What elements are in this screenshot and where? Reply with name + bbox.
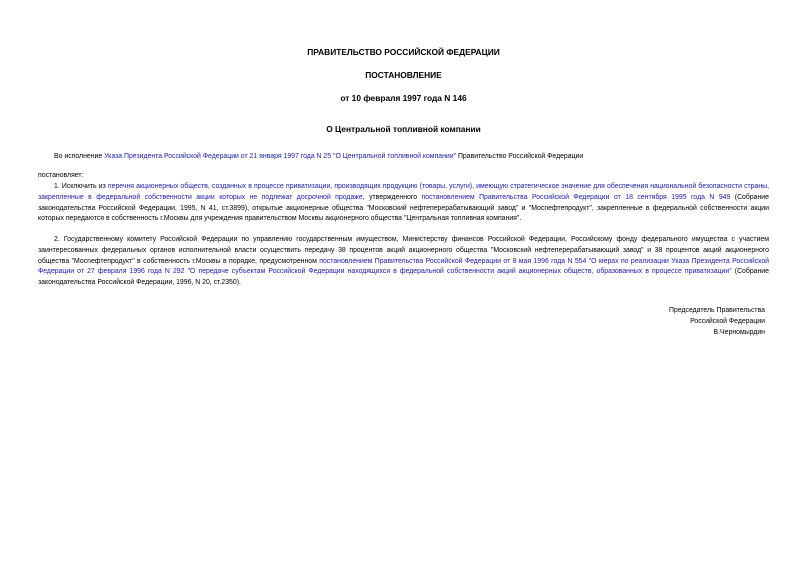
intro-suffix: Правительство Российской Федерации	[456, 153, 584, 160]
signature-organization: Российской Федерации	[690, 318, 765, 325]
paragraph-2-part-2: (Собрание законодательства Российской Федерации, 1996, N 20, ст.2350).	[38, 268, 769, 287]
strategic-companies-list-link[interactable]: перечня акционерных обществ, созданных в процессе приватизации, производящих продукцию (товары, услуги), имеющую стратегическое значение для обеспечения национальной безопасности страны, закрепленные в федеральной собственности акции которых не подлежат досрочной продаже	[38, 183, 770, 201]
signature-name: В.Черномырдин	[713, 329, 765, 336]
signature-position: Председатель Правительства	[669, 307, 765, 314]
presidential-decree-link[interactable]: Указа Президента Российской Федерации от 21 января 1997 года N 25 "О Центральной топливной компании"	[104, 153, 457, 160]
government-heading: ПРАВИТЕЛЬСТВО РОССИЙСКОЙ ФЕДЕРАЦИИ	[307, 47, 500, 57]
doc-type-heading: ПОСТАНОВЛЕНИЕ	[365, 70, 442, 80]
date-number-heading: от 10 февраля 1997 года N 146	[340, 93, 467, 103]
paragraph-1	[38, 182, 769, 225]
document-title: О Центральной топливной компании	[326, 124, 481, 134]
paragraph-2-part-1: 2. Государственному комитету Российской Федерации по управлению государственным имуществом, Министерству финансов Российской Федерации, Российскому фонду федерального имущества с участием заинтересованных федеральных органов исполнительной власти осуществить передачу 38 процентов акций акционерного общества "Московский нефтеперерабатывающий завод" и 38 процентов акций акционерного общества "Мосnефтепродукт" в собственность г.Москвы в порядке, предусмотренном	[38, 236, 769, 265]
resolves-label: постановляет:	[38, 172, 84, 179]
resolution-949-link[interactable]: постановлением Правительства Российской Федерации от 18 сентября 1995 года N 949	[421, 193, 731, 201]
paragraph-1-part-2: , утвержденного	[362, 193, 422, 201]
intro-paragraph	[38, 152, 769, 163]
paragraph-1-part-1: 1. Исключить из	[54, 183, 108, 190]
paragraph-2	[38, 235, 769, 289]
intro-prefix: Во исполнение	[54, 153, 105, 160]
paragraph-1-part-3: (Собрание законодательства Российской Федерации, 1995, N 41, ст.3899), открытые акционерные общества "Московский нефтеперерабатывающий завод" и "Мосnефтепродукт", закрепленные в федеральной собственности акции которых передаются в собственность г.Москвы для учреждения правительством Москвы акционерного общества "Центральная топливная компания".	[38, 193, 769, 223]
resolution-554-link[interactable]: постановлением Правительства Российской Федерации от 8 мая 1996 года N 554 "О мерах по реализации Указа Президента Российской Федерации от 27 февраля 1996 года N 292 "О передаче субъектам Российской Федерации находящихся в федеральной собственности акций акционерных обществ, образованных в процессе приватизации"	[38, 257, 769, 276]
